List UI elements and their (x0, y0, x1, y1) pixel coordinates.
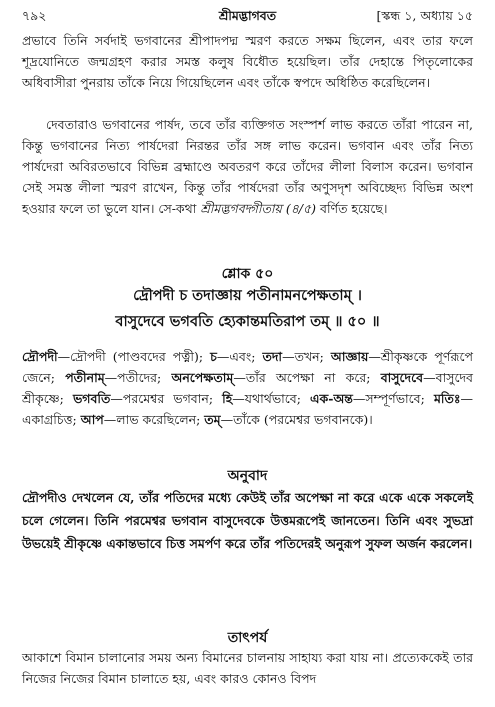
synonym-dash: — (104, 370, 118, 385)
section-marker: [স্কন্ধ ১, অধ্যায় ১৫ (376, 8, 473, 23)
synonym-word: ভগবতি (72, 391, 111, 406)
verse-line-1: দ্রৌপদী চ তদাজ্ঞায় পতীনামনপেক্ষতাম্ । (133, 287, 362, 304)
purport-heading: তাৎপর্য (227, 630, 268, 646)
synonym-dash: — (57, 349, 71, 364)
synonym-meaning: যথার্থভাবে; (244, 391, 311, 406)
synonym-meaning: বাসুদেব শ্রীকৃষ্ণে; (22, 370, 473, 406)
synonyms-paragraph (22, 346, 473, 430)
synonym-meaning: তাঁর অপেক্ষা না করে; (245, 370, 381, 385)
synonym-meaning: দ্রৌপদী (পাণ্ডবদের পত্নী); (70, 349, 211, 364)
verse-line-2: বাসুদেবে ভগবতি হ্যেকান্তমতিরাপ তম্ ॥ ৫০ ॥ (115, 313, 380, 330)
synonym-word: এক-অন্ত (310, 391, 353, 406)
page-header (22, 6, 473, 28)
synonym-word: পতীনাম্ (65, 370, 105, 385)
intro-paragraph-2-end: বর্ণিত হয়েছে। (316, 201, 388, 216)
synonym-word: অনপেক্ষতাম্ (171, 370, 234, 385)
synonym-word: চ (210, 349, 217, 364)
gita-reference: শ্রীমদ্ভগবদ্গীতায় (৪/৫) (200, 201, 317, 216)
translation-heading: অনুবাদ (227, 468, 268, 484)
verse-heading: শ্লোক ৫০ (221, 266, 274, 282)
synonym-dash: — (368, 349, 381, 364)
page-number: ৭৯২ (22, 8, 47, 23)
synonym-word: আপ (80, 412, 104, 427)
synonym-dash: — (282, 349, 295, 364)
synonym-word: তদা (262, 349, 283, 364)
translation-text: দ্রৌপদীও দেখলেন যে, তাঁর পতিদের মধ্যে কেউই তাঁর অপেক্ষা না করে একে একে সকলেই চলে গেলেন। তিনি পরমেশ্বর ভগবান বাসুদেবকে উত্তমরূপেই জানতেন। তিনি এবং সুভদ্রা উভয়েই শ্রীকৃষ্ণে একান্তভাবে চিত্ত সমর্পণ করে তাঁর পতিদেরই অনুরূপ সুফল অর্জন করলেন। (22, 490, 473, 551)
synonym-meaning: তাঁকে (পরমেশ্বর ভগবানকে)। (233, 412, 373, 427)
synonym-meaning: সম্পূর্ণভাবে; (365, 391, 434, 406)
synonym-word: মতিঃ (433, 391, 461, 406)
synonym-word: হি (222, 391, 233, 406)
synonym-word: দ্রৌপদী (22, 349, 58, 364)
synonym-dash: — (233, 370, 246, 385)
book-title: শ্রীমদ্ভাগবত (218, 8, 277, 23)
synonym-dash: — (232, 391, 245, 406)
synonym-dash: — (423, 370, 436, 385)
synonym-dash: — (110, 391, 123, 406)
synonym-dash: — (460, 391, 473, 406)
synonym-dash: — (352, 391, 366, 406)
synonym-meaning: একাগ্রচিত্ত; (22, 412, 81, 427)
synonym-meaning: শ্রীকৃষ্ণকে পূর্ণরূপে জেনে; (22, 349, 473, 385)
synonym-meaning: এবং; (229, 349, 263, 364)
synonym-meaning: পতীদের; (117, 370, 172, 385)
synonym-dash: — (103, 412, 117, 427)
intro-paragraph-2-text: দেবতারাও ভগবানের পার্ষদ, তবে তাঁর ব্যক্তিগত সংস্পর্শ লাভ করতে তাঁরা পারেন না, কিন্তু ভগবানের নিত্য পার্ষদেরা নিরন্তর তাঁর সঙ্গ লাভ করেন। ভগবান এবং তাঁর নিত্য পার্ষদেরা অবিরতভাবে বিভিন্ন ব্রহ্মাণ্ডে অবতরণ করে তাঁদের লীলা বিলাস করেন। ভগবান সেই সমস্ত লীলা স্মরণ রাখেন, কিন্তু তাঁর পার্ষদেরা তাঁর অণুসদৃশ অবিচ্ছেদ্য বিভিন্ন অংশ হওয়ার ফলে তা ভুলে যান। সে-কথা (22, 117, 473, 216)
purport-text: আকাশে বিমান চালানোর সময় অন্য বিমানের চালনায় সাহায্য করা যায় না। প্রত্যেককেই তার নিজের নিজের বিমান চালাতে হয়, এবং কারও কোনও বিপদ (22, 650, 473, 686)
synonym-meaning: তখন; (294, 349, 331, 364)
synonym-word: আজ্ঞায় (330, 349, 369, 364)
synonym-word: বাসুদেবে (380, 370, 424, 385)
intro-paragraph-1: প্রভাবে তিনি সর্বদাই ভগবানের শ্রীপাদপদ্ম স্মরণ করতে সক্ষম ছিলেন, এবং তার ফলে শূদ্রযোনিতে জন্মগ্রহণ করার সমস্ত কলুষ বিধৌত হয়েছিল। তাঁর দেহান্তে পিতৃলোকের অধিবাসীরা পুনরায় তাঁকে নিয়ে গিয়েছিলেন এবং তাঁকে স্বপদে অধিষ্ঠিত করেছিলেন। (22, 33, 473, 90)
synonym-meaning: পরমেশ্বর ভগবান; (122, 391, 223, 406)
synonym-meaning: লাভ করেছিলেন; (116, 412, 205, 427)
intro-paragraph-2 (22, 114, 473, 219)
synonym-word: তম্ (204, 412, 221, 427)
synonym-dash: — (216, 349, 230, 364)
synonym-dash: — (220, 412, 234, 427)
